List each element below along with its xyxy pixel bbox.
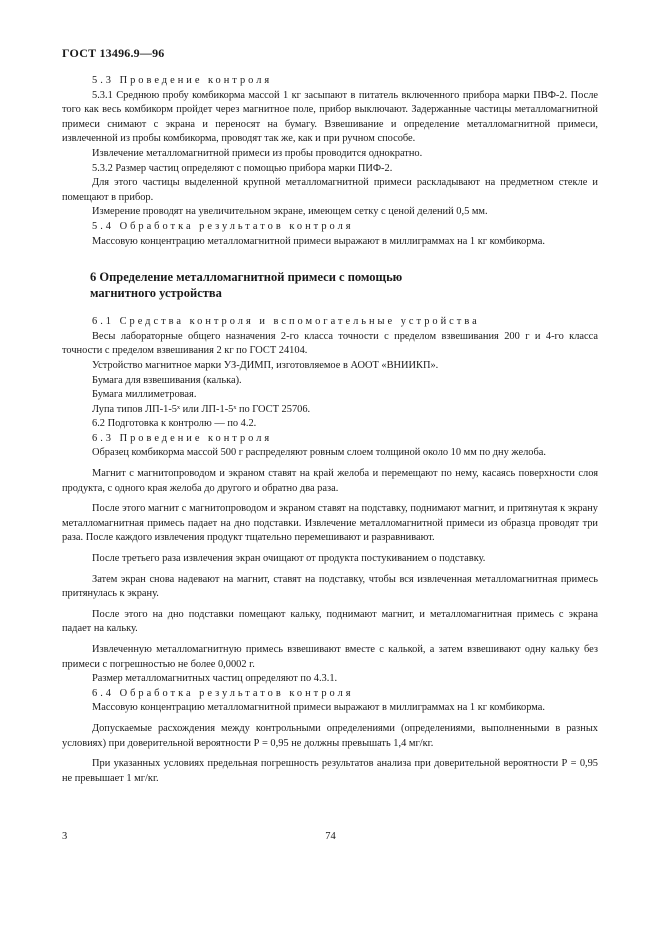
paragraph: Извлеченную металломагнитную примесь взвешивают вместе с калькой, а затем взвешивают одну кальку без примеси с погрешностью не более 0,0002 г. (62, 644, 598, 670)
subsection-heading: 6.1 Средства контроля и вспомогательные устройства (92, 316, 480, 328)
section-title-line: 6 Определение металломагнитной примеси с помощью (90, 270, 403, 285)
paragraph: Бумага миллиметровая. (92, 389, 197, 401)
paragraph: Устройство магнитное марки УЗ-ДИМП, изготовляемое в АООТ «ВНИИКП». (92, 359, 439, 371)
paragraph: 6.2 Подготовка к контролю — по 4.2. (92, 418, 257, 430)
subsection-heading: 5.3 Проведение контроля (92, 75, 273, 86)
paragraph: Измерение проводят на увеличительном экране, имеющем сетку с ценой делений 0,5 мм. (92, 206, 488, 218)
paragraph: После третьего раза извлечения экран очищают от продукта постукиванием о подставку. (92, 553, 486, 565)
subsection-heading: 6.4 Обработка результатов контроля (92, 687, 354, 699)
paragraph: Лупа типов ЛП-1-5ˣ или ЛП-1-5ˣ по ГОСТ 25706. (92, 403, 311, 415)
footer-left-number: 3 (62, 831, 68, 842)
page-number: 74 (325, 831, 336, 842)
document-body (62, 74, 598, 786)
paragraph: При указанных условиях предельная погрешность результатов анализа при доверительной вероятности Р = 0,95 не превышает 1 мг/кг. (62, 758, 598, 784)
paragraph: Магнит с магнитопроводом и экраном ставят на край желоба и перемещают по нему, касаясь поверхности слоя продукта, с одного края желоба до другого и обратно два раза. (62, 468, 598, 494)
paragraph: Затем экран снова надевают на магнит, ставят на подставку, чтобы вся извлеченная металломагнитная примесь притянулась к экрану. (62, 573, 598, 600)
paragraph: Массовую концентрацию металломагнитной примеси выражают в миллиграммах на 1 кг комбикорма. (92, 235, 546, 247)
paragraph: Образец комбикорма массой 500 г распределяют ровным слоем толщиной около 10 мм по дну желоба. (92, 447, 546, 459)
paragraph: Допускаемые расхождения между контрольными определениями (определениями, выполненными в разных условиях) при доверительной вероятности Р = 0,95 не должны превышать 1,4 мг/кг. (62, 722, 598, 749)
paragraph: После этого магнит с магнитопроводом и экраном ставят на подставку, поднимают магнит, и притянутая к экрану металломагнитная примесь падает на дно подставки. Извлечение металломагнитной примеси из образца проводят три раза. После каждого извлечения продукт тщательно перемешивают и разравнивают. (62, 503, 598, 544)
section-title-line: магнитного устройства (90, 286, 222, 301)
paragraph: После этого на дно подставки помещают кальку, поднимают магнит, и металломагнитная примесь с экрана падает на кальку. (62, 608, 598, 635)
paragraph: Размер металломагнитных частиц определяют по 4.3.1. (92, 673, 338, 685)
subsection-heading: 6.3 Проведение контроля (92, 432, 273, 444)
subsection-heading: 5.4 Обработка результатов контроля (92, 220, 354, 232)
paragraph: Извлечение металломагнитной примеси из пробы проводится однократно. (92, 147, 423, 159)
paragraph: Массовую концентрацию металломагнитной примеси выражают в миллиграммах на 1 кг комбикорма. (92, 702, 546, 714)
paragraph: 5.3.2 Размер частиц определяют с помощью прибора марки ПИФ-2. (92, 162, 393, 174)
document-header: ГОСТ 13496.9—96 (62, 46, 165, 60)
paragraph: Бумага для взвешивания (калька). (92, 374, 242, 386)
paragraph: Для этого частицы выделенной крупной металломагнитной примеси раскладывают на предметном стекле и помещают в прибор. (62, 177, 598, 203)
paragraph: 5.3.1 Среднюю пробу комбикорма массой 1 кг засыпают в питатель включенного прибора марки ПВФ-2. После того как весь комбикорм пройдет через магнитное поле, прибор выключают. Задержанные частицы металломагнитной примеси снимают с экрана и переносят на бумагу. Взвешивание и определение металломагнитной примеси, извлеченной из пробы комбикорма, проводят так же, как и при ручном способе. (62, 89, 598, 145)
paragraph: Весы лабораторные общего назначения 2-го класса точности с пределом взвешивания 200 г и 4-го класса точности с пределом взвешивания 2 кг по ГОСТ 24104. (62, 330, 598, 357)
section-title (90, 269, 598, 301)
